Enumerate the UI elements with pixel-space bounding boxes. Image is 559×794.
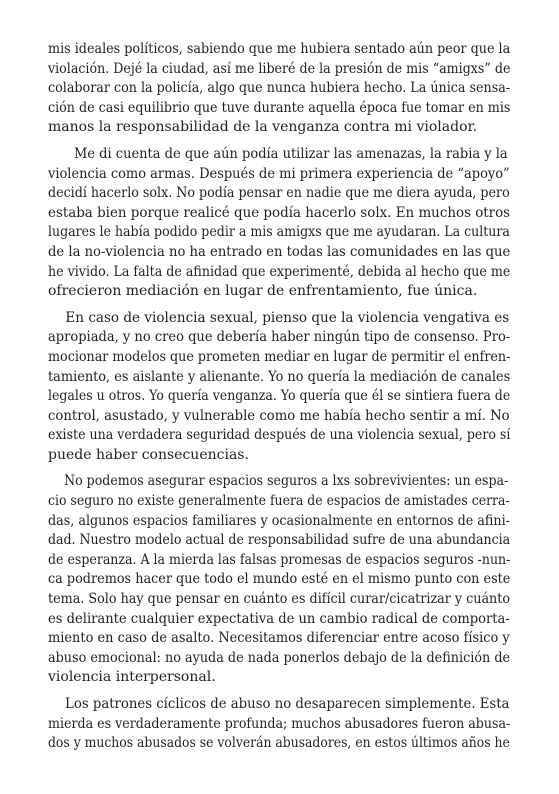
text-line: Los patrones cíclicos de abuso no desaparecen simplemente. Esta bbox=[65, 696, 510, 712]
text-line: dos y muchos abusados se volverán abusadores, en estos últimos años he bbox=[48, 735, 510, 752]
text-line: colaborar con la policía, algo que nunca hubiera hecho. La única sensa- bbox=[48, 80, 511, 97]
text-line: control, asustado, y vulnerable como me había hecho sentir a mí. No bbox=[48, 407, 510, 424]
text-line: dad. Nuestro modelo actual de responsabilidad sufre de una abundancia bbox=[48, 532, 511, 549]
text-line: puede haber consecuencias. bbox=[48, 446, 249, 463]
paragraph bbox=[48, 309, 510, 466]
text-line: lugares le había podido pedir a mis amigxs que me ayudaran. La cultura bbox=[48, 224, 510, 241]
text-line: manos la responsabilidad de la venganza contra mi violador. bbox=[48, 119, 478, 136]
text-line: existe una verdadera seguridad después de una violencia sexual, pero sí bbox=[48, 427, 511, 444]
text-line: de la no-violencia no ha entrado en todas las comunidades en las que bbox=[48, 243, 511, 260]
text-line: de esperanza. A la mierda las falsas promesas de espacios seguros -nun- bbox=[48, 551, 511, 568]
paragraph bbox=[48, 145, 510, 302]
text-line: apropiada, y no creo que debería haber ningún tipo de consenso. Pro- bbox=[48, 329, 511, 346]
text-line: decidí hacerlo solx. No podía pensar en nadie que me diera ayuda, pero bbox=[48, 185, 510, 202]
text-line: das, algunos espacios familiares y ocasionalmente en entornos de afini- bbox=[48, 512, 510, 529]
text-line: violencia como armas. Después de mi primera experiencia de “apoyo” bbox=[48, 165, 510, 182]
text-line: abuso emocional: no ayuda de nada ponerlos debajo de la definición de bbox=[48, 649, 511, 666]
text-line: ca podremos hacer que todo el mundo esté en el mismo punto con este bbox=[48, 571, 511, 588]
text-line: tamiento, es aislante y alienante. Yo no quería la mediación de canales bbox=[48, 368, 511, 385]
text-line: ofrecieron mediación en lugar de enfrentamiento, fue única. bbox=[48, 283, 478, 300]
text-line: miento en caso de asalto. Necesitamos diferenciar entre acoso físico y bbox=[48, 630, 510, 647]
text-line: ción de casi equilibrio que tuve durante aquella época fue tomar en mis bbox=[48, 99, 511, 116]
text-line: es delirante cualquier expectativa de un cambio radical de comporta- bbox=[48, 610, 510, 627]
paragraph bbox=[48, 472, 510, 688]
paragraph bbox=[48, 40, 510, 138]
document-page bbox=[48, 40, 510, 761]
text-line: mierda es verdaderamente profunda; muchos abusadores fueron abusa- bbox=[48, 715, 511, 732]
text-line: legales u otros. Yo quería venganza. Yo quería que él se sintiera fuera de bbox=[48, 388, 511, 405]
text-line: mocionar modelos que prometen mediar en lugar de permitir el enfren- bbox=[48, 348, 511, 365]
paragraph bbox=[48, 695, 510, 754]
text-line: cio seguro no existe generalmente fuera de espacios de amistades cerra- bbox=[48, 493, 510, 510]
text-line: Me di cuenta de que aún podía utilizar las amenazas, la rabia y la bbox=[74, 145, 508, 162]
text-line: he vivido. La falta de afinidad que experimenté, debida al hecho que me bbox=[48, 263, 511, 280]
text-line: estaba bien porque realicé que podía hacerlo solx. En muchos otros bbox=[48, 204, 511, 221]
text-line: mis ideales políticos, sabiendo que me hubiera sentado aún peor que la bbox=[48, 41, 511, 57]
text-line: violación. Dejé la ciudad, así me liberé de la presión de mis “amigxs” de bbox=[48, 60, 511, 77]
text-line: violencia interpersonal. bbox=[48, 669, 216, 686]
text-line: En caso de violencia sexual, pienso que la violencia vengativa es bbox=[65, 309, 510, 326]
text-line: No podemos asegurar espacios seguros a lxs sobrevivientes: un espa- bbox=[64, 473, 509, 490]
text-line: tema. Solo hay que pensar en cuánto es difícil curar/cicatrizar y cuánto bbox=[48, 591, 511, 608]
